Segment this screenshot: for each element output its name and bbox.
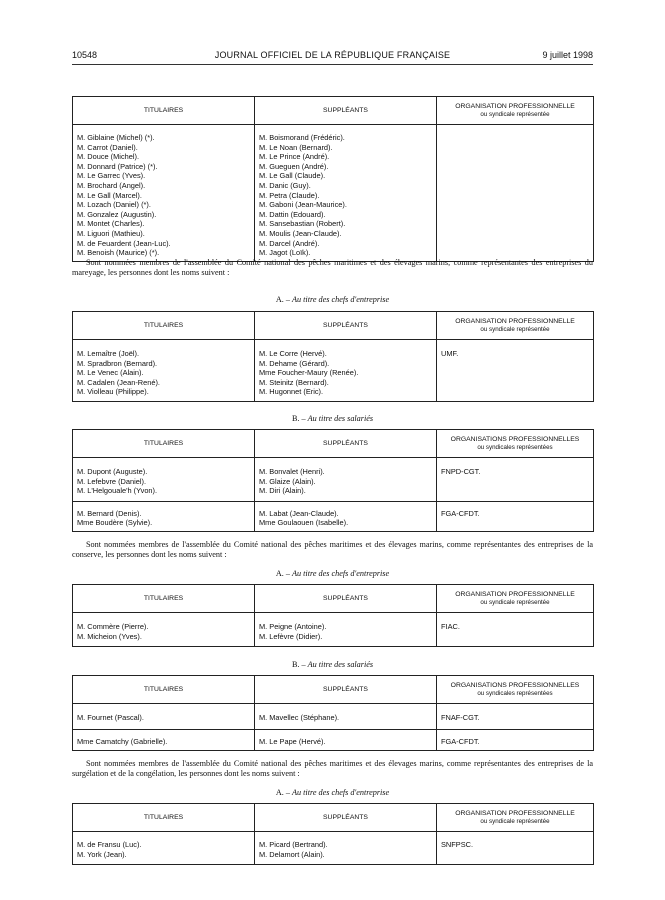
list-item: M. Petra (Claude).: [259, 190, 320, 200]
col-suppleants: SUPPLÉANTS: [255, 97, 437, 125]
paragraph-mareyage: Sont nommées membres de l'assemblée du Comité national des pêches maritimes et des élevages marins, comme représentantes des entreprises du mareyage, les personnes dont les noms suivent :: [72, 258, 593, 277]
list-item: M. Bernard (Denis).: [77, 508, 142, 518]
col-organisation: ORGANISATION PROFESSIONNELLE ou syndicale représentée: [437, 312, 594, 340]
list-item: M. Carrot (Daniel).: [77, 142, 138, 152]
section-heading: A. – Au titre des chefs d'entreprise: [275, 569, 390, 578]
list-item: M. Gaboni (Jean-Maurice).: [259, 200, 347, 210]
titulaires-cell: [73, 501, 255, 531]
suppleants-cell: [255, 458, 437, 502]
paragraph-conserve: Sont nommées membres de l'assemblée du Comité national des pêches maritimes et des élevages marins, comme représentantes des entreprises de la conserve, les personnes dont les noms suivent :: [72, 540, 593, 559]
organisation-cell: FNPD-CGT.: [437, 458, 594, 502]
list-item: M. Jagot (Loïk).: [259, 248, 311, 258]
list-item: M. Sansebastian (Robert).: [259, 219, 346, 229]
list-item: M. Danic (Guy).: [259, 180, 311, 190]
list-item: M. Douce (Michel).: [77, 152, 140, 162]
table-6: [72, 803, 594, 865]
suppleants-cell: [255, 832, 437, 865]
header-rule: [72, 64, 593, 65]
col-organisations: ORGANISATIONS PROFESSIONNELLES ou syndicales représentées: [437, 430, 594, 458]
col-titulaires: TITULAIRES: [73, 676, 255, 704]
list-item: M. Mavellec (Stéphane).: [259, 713, 340, 722]
list-item: M. Le Pape (Hervé).: [259, 736, 326, 746]
section-heading: A. – Au titre des chefs d'entreprise: [275, 788, 390, 797]
list-item: M. Donnard (Patrice) (*).: [77, 161, 158, 171]
col-organisations: ORGANISATIONS PROFESSIONNELLES ou syndicales représentées: [437, 676, 594, 704]
list-item: Mme Foucher-Maury (Renée).: [259, 368, 359, 378]
list-item: M. Le Gall (Claude).: [259, 171, 326, 181]
list-item: M. Le Corre (Hervé).: [259, 349, 327, 358]
section-heading: B. – Au titre des salariés: [291, 414, 374, 423]
suppleants-cell: [255, 340, 437, 402]
organisation-cell: SNFPSC.: [437, 832, 594, 865]
list-item: M. Giblaine (Michel) (*).: [77, 133, 155, 142]
list-item: M. de Fransu (Luc).: [77, 840, 142, 849]
list-item: M. Dupont (Auguste).: [77, 467, 148, 476]
titulaires-cell: [73, 340, 255, 402]
list-item: M. Lefebvre (Daniel).: [77, 476, 147, 486]
list-item: M. L'Helgouale'h (Yvon).: [77, 486, 158, 496]
list-item: M. Cadalen (Jean-René).: [77, 377, 160, 387]
page-number: 10548: [72, 50, 98, 60]
titulaires-cell: [73, 613, 255, 647]
paragraph-surgelation: Sont nommées membres de l'assemblée du Comité national des pêches maritimes et des élevages marins, comme représentantes des entreprises de la surgélation et de la congélation, les personnes dont les noms suivent :: [72, 759, 593, 778]
list-item: M. Le Venec (Alain).: [77, 368, 144, 378]
col-titulaires: TITULAIRES: [73, 804, 255, 832]
list-item: M. Le Prince (André).: [259, 152, 330, 162]
list-item: M. Lefèvre (Didier).: [259, 631, 323, 641]
list-item: M. York (Jean).: [77, 849, 127, 859]
suppleants-cell: [255, 613, 437, 647]
col-organisation: ORGANISATION PROFESSIONNELLE ou syndicale représentée: [437, 804, 594, 832]
col-organisation: ORGANISATION PROFESSIONNELLE ou syndicale représentée: [437, 97, 594, 125]
organisation-cell: FIAC.: [437, 613, 594, 647]
list-item: M. Gonzalez (Augustin).: [77, 209, 157, 219]
organisation-cell: UMF.: [437, 340, 594, 402]
list-item: M. Benoish (Maurice) (*).: [77, 248, 160, 258]
organisation-cell: [437, 125, 594, 262]
table-1: [72, 96, 594, 262]
list-item: M. Dattin (Edouard).: [259, 209, 326, 219]
list-item: M. Steinitz (Bernard).: [259, 377, 329, 387]
suppleants-cell: [255, 125, 437, 262]
list-item: M. Commère (Pierre).: [77, 622, 149, 631]
col-titulaires: TITULAIRES: [73, 312, 255, 340]
list-item: M. Le Garrec (Yves).: [77, 171, 146, 181]
suppleants-cell: [255, 729, 437, 751]
list-item: M. Dehame (Gérard).: [259, 358, 330, 368]
list-item: M. Labat (Jean-Claude).: [259, 508, 339, 518]
list-item: M. Brochard (Angel).: [77, 180, 146, 190]
list-item: M. Picard (Bertrand).: [259, 840, 328, 849]
list-item: M. Darcel (André).: [259, 238, 320, 248]
list-item: M. Montet (Charles).: [77, 219, 145, 229]
list-item: M. Delamort (Alain).: [259, 849, 325, 859]
titulaires-cell: [73, 729, 255, 751]
list-item: M. Le Noan (Bernard).: [259, 142, 333, 152]
list-item: M. Glaize (Alain).: [259, 476, 316, 486]
titulaires-cell: [73, 125, 255, 262]
list-item: M. Violleau (Philippe).: [77, 387, 149, 397]
list-item: M. Spradbron (Bernard).: [77, 358, 158, 368]
list-item: M. Diri (Alain).: [259, 486, 306, 496]
col-suppleants: SUPPLÉANTS: [255, 312, 437, 340]
table-3: [72, 429, 594, 532]
list-item: M. Lemaître (Joël).: [77, 349, 140, 358]
col-organisation: ORGANISATION PROFESSIONNELLE ou syndicale représentée: [437, 585, 594, 613]
list-item: Mme Boudère (Sylvie).: [77, 518, 153, 528]
col-titulaires: TITULAIRES: [73, 97, 255, 125]
table-5: [72, 675, 594, 751]
list-item: M. Micheion (Yves).: [77, 631, 142, 641]
list-item: M. Peigne (Antoine).: [259, 622, 327, 631]
list-item: M. Le Gall (Marcel).: [77, 190, 142, 200]
col-suppleants: SUPPLÉANTS: [255, 585, 437, 613]
publication-date: 9 juillet 1998: [542, 50, 593, 60]
list-item: M. Gueguen (André).: [259, 161, 329, 171]
list-item: M. Hugonnet (Eric).: [259, 387, 324, 397]
list-item: M. de Feuardent (Jean-Luc).: [77, 238, 171, 248]
col-titulaires: TITULAIRES: [73, 430, 255, 458]
col-suppleants: SUPPLÉANTS: [255, 676, 437, 704]
col-titulaires: TITULAIRES: [73, 585, 255, 613]
table-4: [72, 584, 594, 647]
titulaires-cell: [73, 458, 255, 502]
suppleants-cell: [255, 501, 437, 531]
organisation-cell: FGA-CFDT.: [437, 501, 594, 531]
col-suppleants: SUPPLÉANTS: [255, 430, 437, 458]
list-item: M. Moulis (Jean-Claude).: [259, 228, 342, 238]
titulaires-cell: [73, 704, 255, 730]
list-item: Mme Goulaouen (Isabelle).: [259, 518, 349, 528]
list-item: Mme Camatchy (Gabrielle).: [77, 736, 168, 746]
page-header: [72, 50, 593, 64]
list-item: M. Liguori (Mathieu).: [77, 228, 145, 238]
organisation-cell: FNAF-CGT.: [437, 704, 594, 730]
journal-title: JOURNAL OFFICIEL DE LA RÉPUBLIQUE FRANÇAISE: [214, 50, 451, 60]
list-item: M. Boismorand (Frédéric).: [259, 133, 345, 142]
titulaires-cell: [73, 832, 255, 865]
organisation-cell: FGA-CFDT.: [437, 729, 594, 751]
section-heading: A. – Au titre des chefs d'entreprise: [275, 295, 390, 304]
list-item: M. Bonvalet (Henri).: [259, 467, 325, 476]
section-heading: B. – Au titre des salariés: [291, 660, 374, 669]
table-2: [72, 311, 594, 402]
list-item: M. Fournet (Pascal).: [77, 713, 144, 722]
col-suppleants: SUPPLÉANTS: [255, 804, 437, 832]
list-item: M. Lozach (Daniel) (*).: [77, 200, 151, 210]
suppleants-cell: [255, 704, 437, 730]
